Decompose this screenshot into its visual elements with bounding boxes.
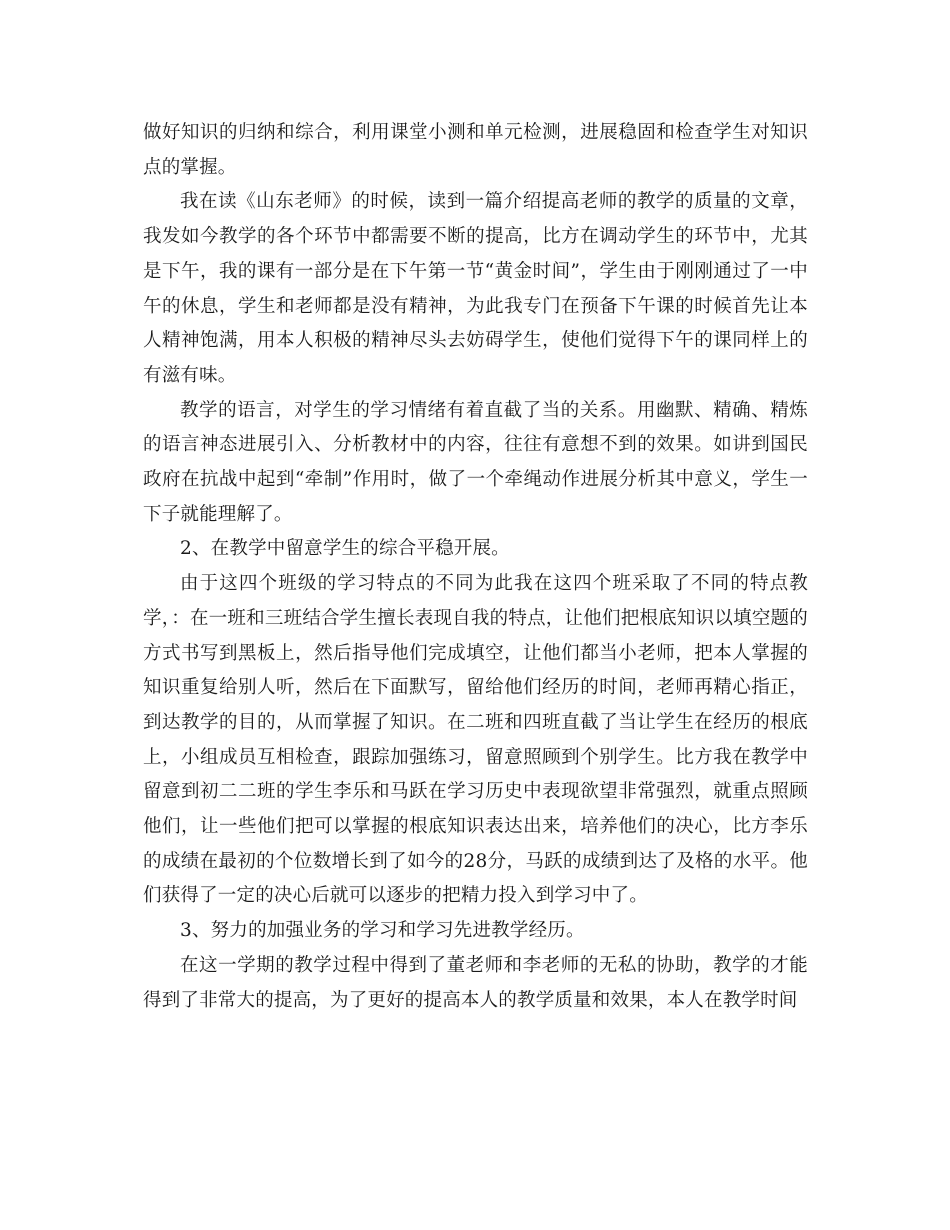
section-heading-3: 3、努力的加强业务的学习和学习先进教学经历。 [180, 920, 585, 942]
section-heading-2: 2、在教学中留意学生的综合平稳开展。 [180, 538, 510, 560]
paragraph-class-differences: 由于这四个班级的学习特点的不同为此我在这四个班采取了不同的特点教学，：在一班和三班结合学生擅长表现自我的特点，让他们把根底知识以填空题的方式书写到黑板上，然后指导他们完成填空，让他们都当小老师，把本人掌握的知识重复给别人听，然后在下面默写，留给他们经历的时间，老师再精心指正，到达教学的目的，从而掌握了知识。在二班和四班直截了当让学生在经历的根底上，小组成员互相检查，跟踪加强练习，留意照顾到个别学生。比方我在教学中留意到初二二班的学生李乐和马跃在学习历史中表现欲望非常强烈，就重点照顾他们，让一些他们把可以掌握的根底知识表达出来，培养他们的决心，比方李乐的成绩在最初的个位数增长到了如今的28分，马跃的成绩到达了及格的水平。他们获得了一定的决心后就可以逐步的把精力投入到学习中了。 [143, 573, 808, 907]
paragraph-reading-article: 我在读《山东老师》的时候，读到一篇介绍提高老师的教学的质量的文章，我发如今教学的各个环节中都需要不断的提高，比方在调动学生的环节中，尤其是下午，我的课有一部分是在下午第一节“黄金时间”，学生由于刚刚通过了一中午的休息，学生和老师都是没有精神，为此我专门在预备下午课的时候首先让本人精神饱满，用本人积极的精神尽头去妨碍学生，使他们觉得下午的课同样上的有滋有味。 [143, 191, 808, 386]
paragraph-continuation: 做好知识的归纳和综合，利用课堂小测和单元检测，进展稳固和检查学生对知识点的掌握。 [143, 122, 808, 178]
paragraph-teaching-language: 教学的语言，对学生的学习情绪有着直截了当的关系。用幽默、精确、精炼的语言神态进展引入、分析教材中的内容，往往有意想不到的效果。如讲到国民政府在抗战中起到“牵制”作用时，做了一个牵绳动作进展分析其中意义，学生一下子就能理解了。 [143, 399, 808, 525]
document-body [143, 116, 808, 1018]
paragraph-learning-experience: 在这一学期的教学过程中得到了董老师和李老师的无私的协助，教学的才能得到了非常大的提高，为了更好的提高本人的教学质量和效果，本人在教学时间 [143, 954, 808, 1011]
